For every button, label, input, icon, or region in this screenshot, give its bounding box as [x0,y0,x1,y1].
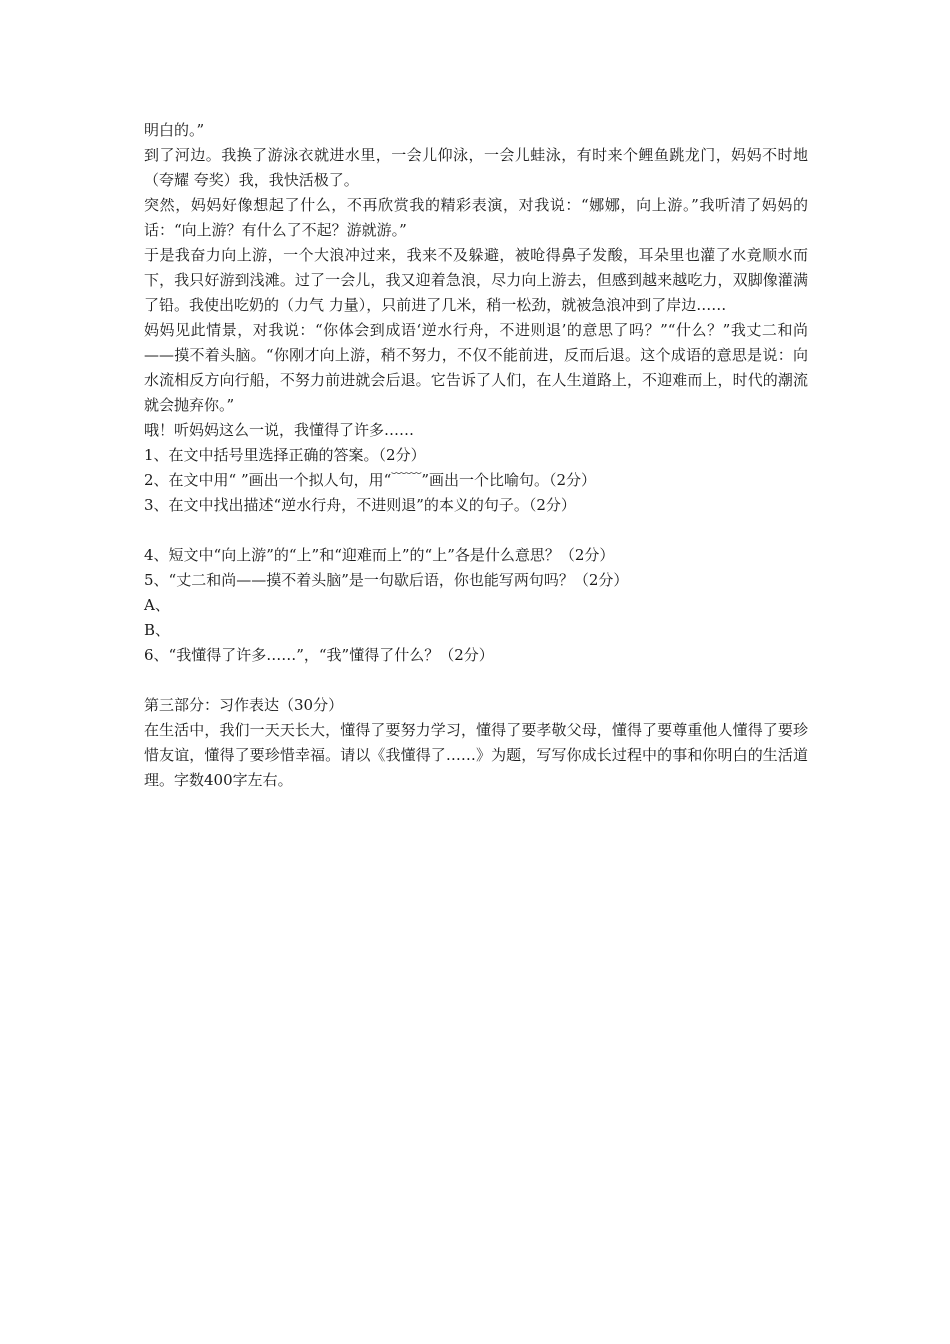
question-5-option-a: A、 [144,596,170,614]
story-paragraph-6: 哦！听妈妈这么一说，我懂得了许多…… [144,421,415,439]
document-page [144,118,808,793]
story-paragraph-3: 突然，妈妈好像想起了什么，不再欣赏我的精彩表演，对我说：“娜娜，向上游。”我听清了妈妈的话：“向上游？有什么了不起？游就游。” [144,196,808,239]
answer-space [144,668,808,693]
question-6: 6、“我懂得了许多……”，“我”懂得了什么？（2分） [144,646,494,664]
answer-space [144,518,808,543]
question-5-option-b: B、 [144,621,171,639]
question-1: 1、在文中括号里选择正确的答案。（2分） [144,446,426,464]
part3-prompt: 在生活中，我们一天天长大，懂得了要努力学习，懂得了要孝敬父母，懂得了要尊重他人懂得了要珍惜友谊，懂得了要珍惜幸福。请以《我懂得了……》为题，写写你成长过程中的事和你明白的生活道理。字数400字左右。 [144,721,808,789]
part3-heading: 第三部分：习作表达（30分） [144,696,344,714]
question-3: 3、在文中找出描述“逆水行舟，不进则退”的本义的句子。（2分） [144,496,576,514]
question-2: 2、在文中用“ ”画出一个拟人句，用“﹋﹋”画出一个比喻句。（2分） [144,471,597,489]
story-paragraph-4: 于是我奋力向上游，一个大浪冲过来，我来不及躲避，被呛得鼻子发酸，耳朵里也灌了水竟顺水而下，我只好游到浅滩。过了一会儿，我又迎着急浪，尽力向上游去，但感到越来越吃力，双脚像灌满了铅。我使出吃奶的（力气 力量），只前进了几米，稍一松劲，就被急浪冲到了岸边…… [144,246,808,314]
question-5: 5、“丈二和尚——摸不着头脑”是一句歇后语，你也能写两句吗？（2分） [144,571,629,589]
question-4: 4、短文中“向上游”的“上”和“迎难而上”的“上”各是什么意思？（2分） [144,546,615,564]
story-paragraph-2: 到了河边。我换了游泳衣就进水里，一会儿仰泳，一会儿蛙泳，有时来个鲤鱼跳龙门，妈妈不时地（夸耀 夸奖）我，我快活极了。 [144,146,808,189]
story-paragraph-5: 妈妈见此情景，对我说：“你体会到成语‘逆水行舟，不进则退’的意思了吗？”“什么？”我丈二和尚——摸不着头脑。“你刚才向上游，稍不努力，不仅不能前进，反而后退。这个成语的意思是说：向水流相反方向行船，不努力前进就会后退。它告诉了人们，在人生道路上，不迎难而上，时代的潮流就会抛弃你。” [144,321,808,414]
story-paragraph-1: 明白的。” [144,121,205,139]
